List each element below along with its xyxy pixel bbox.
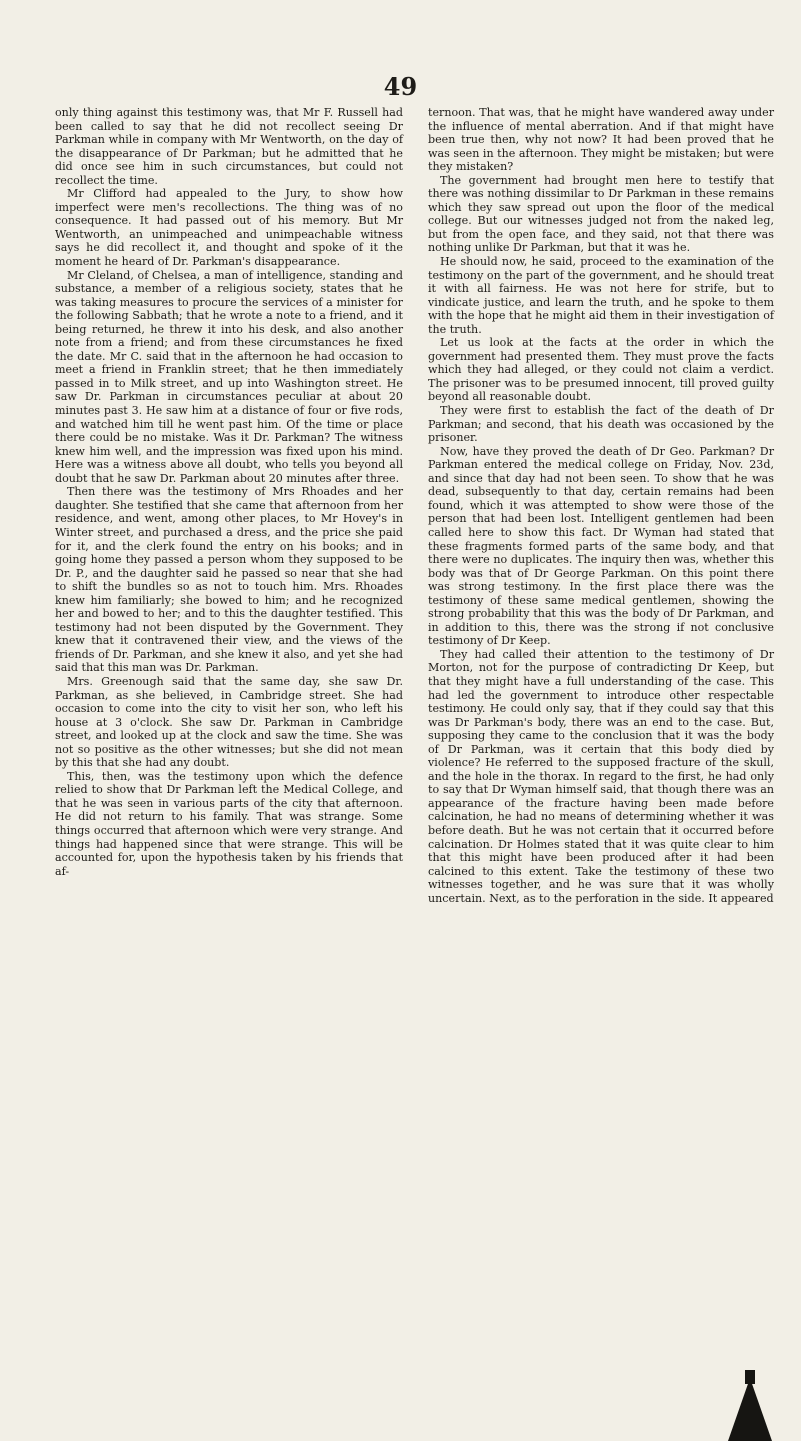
page-number: 49 xyxy=(383,72,418,101)
paragraph: He should now, he said, proceed to the examination of the testimony on the part of the government, and he should treat it with all fairness. He was not here for strife, but to vindicate justice, and learn the truth, and he spoke to them with the hope that he might aid them in their investigation of the truth. xyxy=(428,255,774,336)
paragraph: Let us look at the facts at the order in which the government had presented them. They must prove the facts which they had alleged, or they could not claim a verdict. The prisoner was to be presumed innocent, till proved guilty beyond all reasonable doubt. xyxy=(428,336,774,404)
paragraph: They had called their attention to the testimony of Dr Morton, not for the purpose of contradicting Dr Keep, but that they might have a full understanding of the case. This had led the government to introduce other respectable testimony. He could only say, that if they could say that this was Dr Parkman's body, there was an end to the case. But, supposing they came to the conclusion that it was the body of Dr Parkman, was it certain that this body died by violence? He referred to the supposed fracture of the skull, and the hole in the thorax. In regard to the first, he had only to say that Dr Wyman himself said, that though there was an appearance of the fracture having been made before calcination, he had no means of determining whether it was before death. But he was not certain that it occurred before calcination. Dr Holmes stated that it was quite clear to him that this might have been produced after it had been calcined to this extent. Take the testimony of these two witnesses together, and he was sure that it was wholly uncertain. Next, as to the perforation in the side. It appeared xyxy=(428,647,774,905)
paragraph: Mr Clifford had appealed to the Jury, to show how imperfect were men's recollections. The thing was of no consequence. It had passed out of his memory. But Mr Wentworth, an unimpeached and unimpeachable witness says he did recollect it, and thought and spoke of it the moment he heard of Dr. Parkman's disappearance. xyxy=(55,187,403,269)
paragraph: Now, have they proved the death of Dr Geo. Parkman? Dr Parkman entered the medical college on Friday, Nov. 23d, and since that day had not been seen. To show that he was dead, subsequently to that day, certain remains had been found, which it was attempted to show were those of the person that had been lost. Intelligent gentlemen had been called here to show this fact. Dr Wyman had stated that these fragments formed parts of the same body, and that there were no duplicates. The inquiry then was, whether this body was that of Dr George Parkman. On this point there was strong testimony. In the first place there was the testimony of these same medical gentlemen, showing the strong probability that this was the body of Dr Parkman, and in addition to this, there was the strong if not conclusive testimony of Dr Keep. xyxy=(428,444,774,648)
paragraph: Mr Cleland, of Chelsea, a man of intelligence, standing and substance, a member of a religious society, states that he was taking measures to procure the services of a minister for the following Sabbath; that he wrote a note to a friend, and it being returned, he threw it into his desk, and also another note from a friend; and from these circumstances he fixed the date. Mr C. said that in the afternoon he had occasion to meet a friend in Franklin street; that he then immediately passed in to Milk street, and up into Washington street. He saw Dr. Parkman in circumstances peculiar at about 20 minutes past 3. He saw him at a distance of four or five rods, and watched him till he went past him. Of the time or place there could be no mistake. Was it Dr. Parkman? The witness knew him well, and the impression was fixed upon his mind. Here was a witness above all doubt, who tells you beyond all doubt that he saw Dr. Parkman about 20 minutes after three. xyxy=(55,268,403,485)
paragraph: only thing against this testimony was, that Mr F. Russell had been called to say that he did not recollect seeing Dr Parkman while in company with Mr Wentworth, on the day of the disappearance of Dr Parkman; but he admitted that he did once see him in such circumstances, but could not recollect the time. xyxy=(55,106,403,187)
ink-mark-icon xyxy=(728,1378,772,1441)
left-text-column xyxy=(55,106,403,878)
paragraph: Then there was the testimony of Mrs Rhoades and her daughter. She testified that she came that afternoon from her residence, and went, among other places, to Mr Hovey's in Winter street, and purchased a dress, and the price she paid for it, and the clerk found the entry on his books; and in going home they passed a person whom they supposed to be Dr. P., and the daughter said he passed so near that she had to shift the bundles so as not to touch him. Mrs. Rhoades knew him familiarly; she bowed to him; and he recognized her and bowed to her; and to this the daughter testified. This testimony had not been disputed by the Government. They knew that it contravened their view, and the views of the friends of Dr. Parkman, and she knew it also, and yet she had said that this man was Dr. Parkman. xyxy=(55,485,403,675)
paragraph: Mrs. Greenough said that the same day, she saw Dr. Parkman, as she believed, in Cambridge street. She had occasion to come into the city to visit her son, who left his house at 3 o'clock. She saw Dr. Parkman in Cambridge street, and looked up at the clock and saw the time. She was not so positive as the other witnesses; but she did not mean by this that she had any doubt. xyxy=(55,674,403,770)
paragraph: The government had brought men here to testify that there was nothing dissimilar to Dr Parkman in these remains which they saw spread out upon the floor of the medical college. But our witnesses judged not from the naked leg, but from the open face, and they said, not that there was nothing unlike Dr Parkman, but that it was he. xyxy=(428,173,774,255)
right-text-column xyxy=(428,106,774,905)
paragraph: This, then, was the testimony upon which the defence relied to show that Dr Parkman left the Medical College, and that he was seen in various parts of the city that afternoon. He did not return to his family. That was strange. Some things occurred that afternoon which were very strange. And things had happened since that were strange. This will be accounted for, upon the hypothesis taken by his friends that af- xyxy=(55,769,403,878)
paragraph: ternoon. That was, that he might have wandered away under the influence of mental aberration. And if that might have been true then, why not now? It had been proved that he was seen in the afternoon. They might be mistaken; but were they mistaken? xyxy=(428,106,774,174)
paragraph: They were first to establish the fact of the death of Dr Parkman; and second, that his death was occasioned by the prisoner. xyxy=(428,404,774,445)
